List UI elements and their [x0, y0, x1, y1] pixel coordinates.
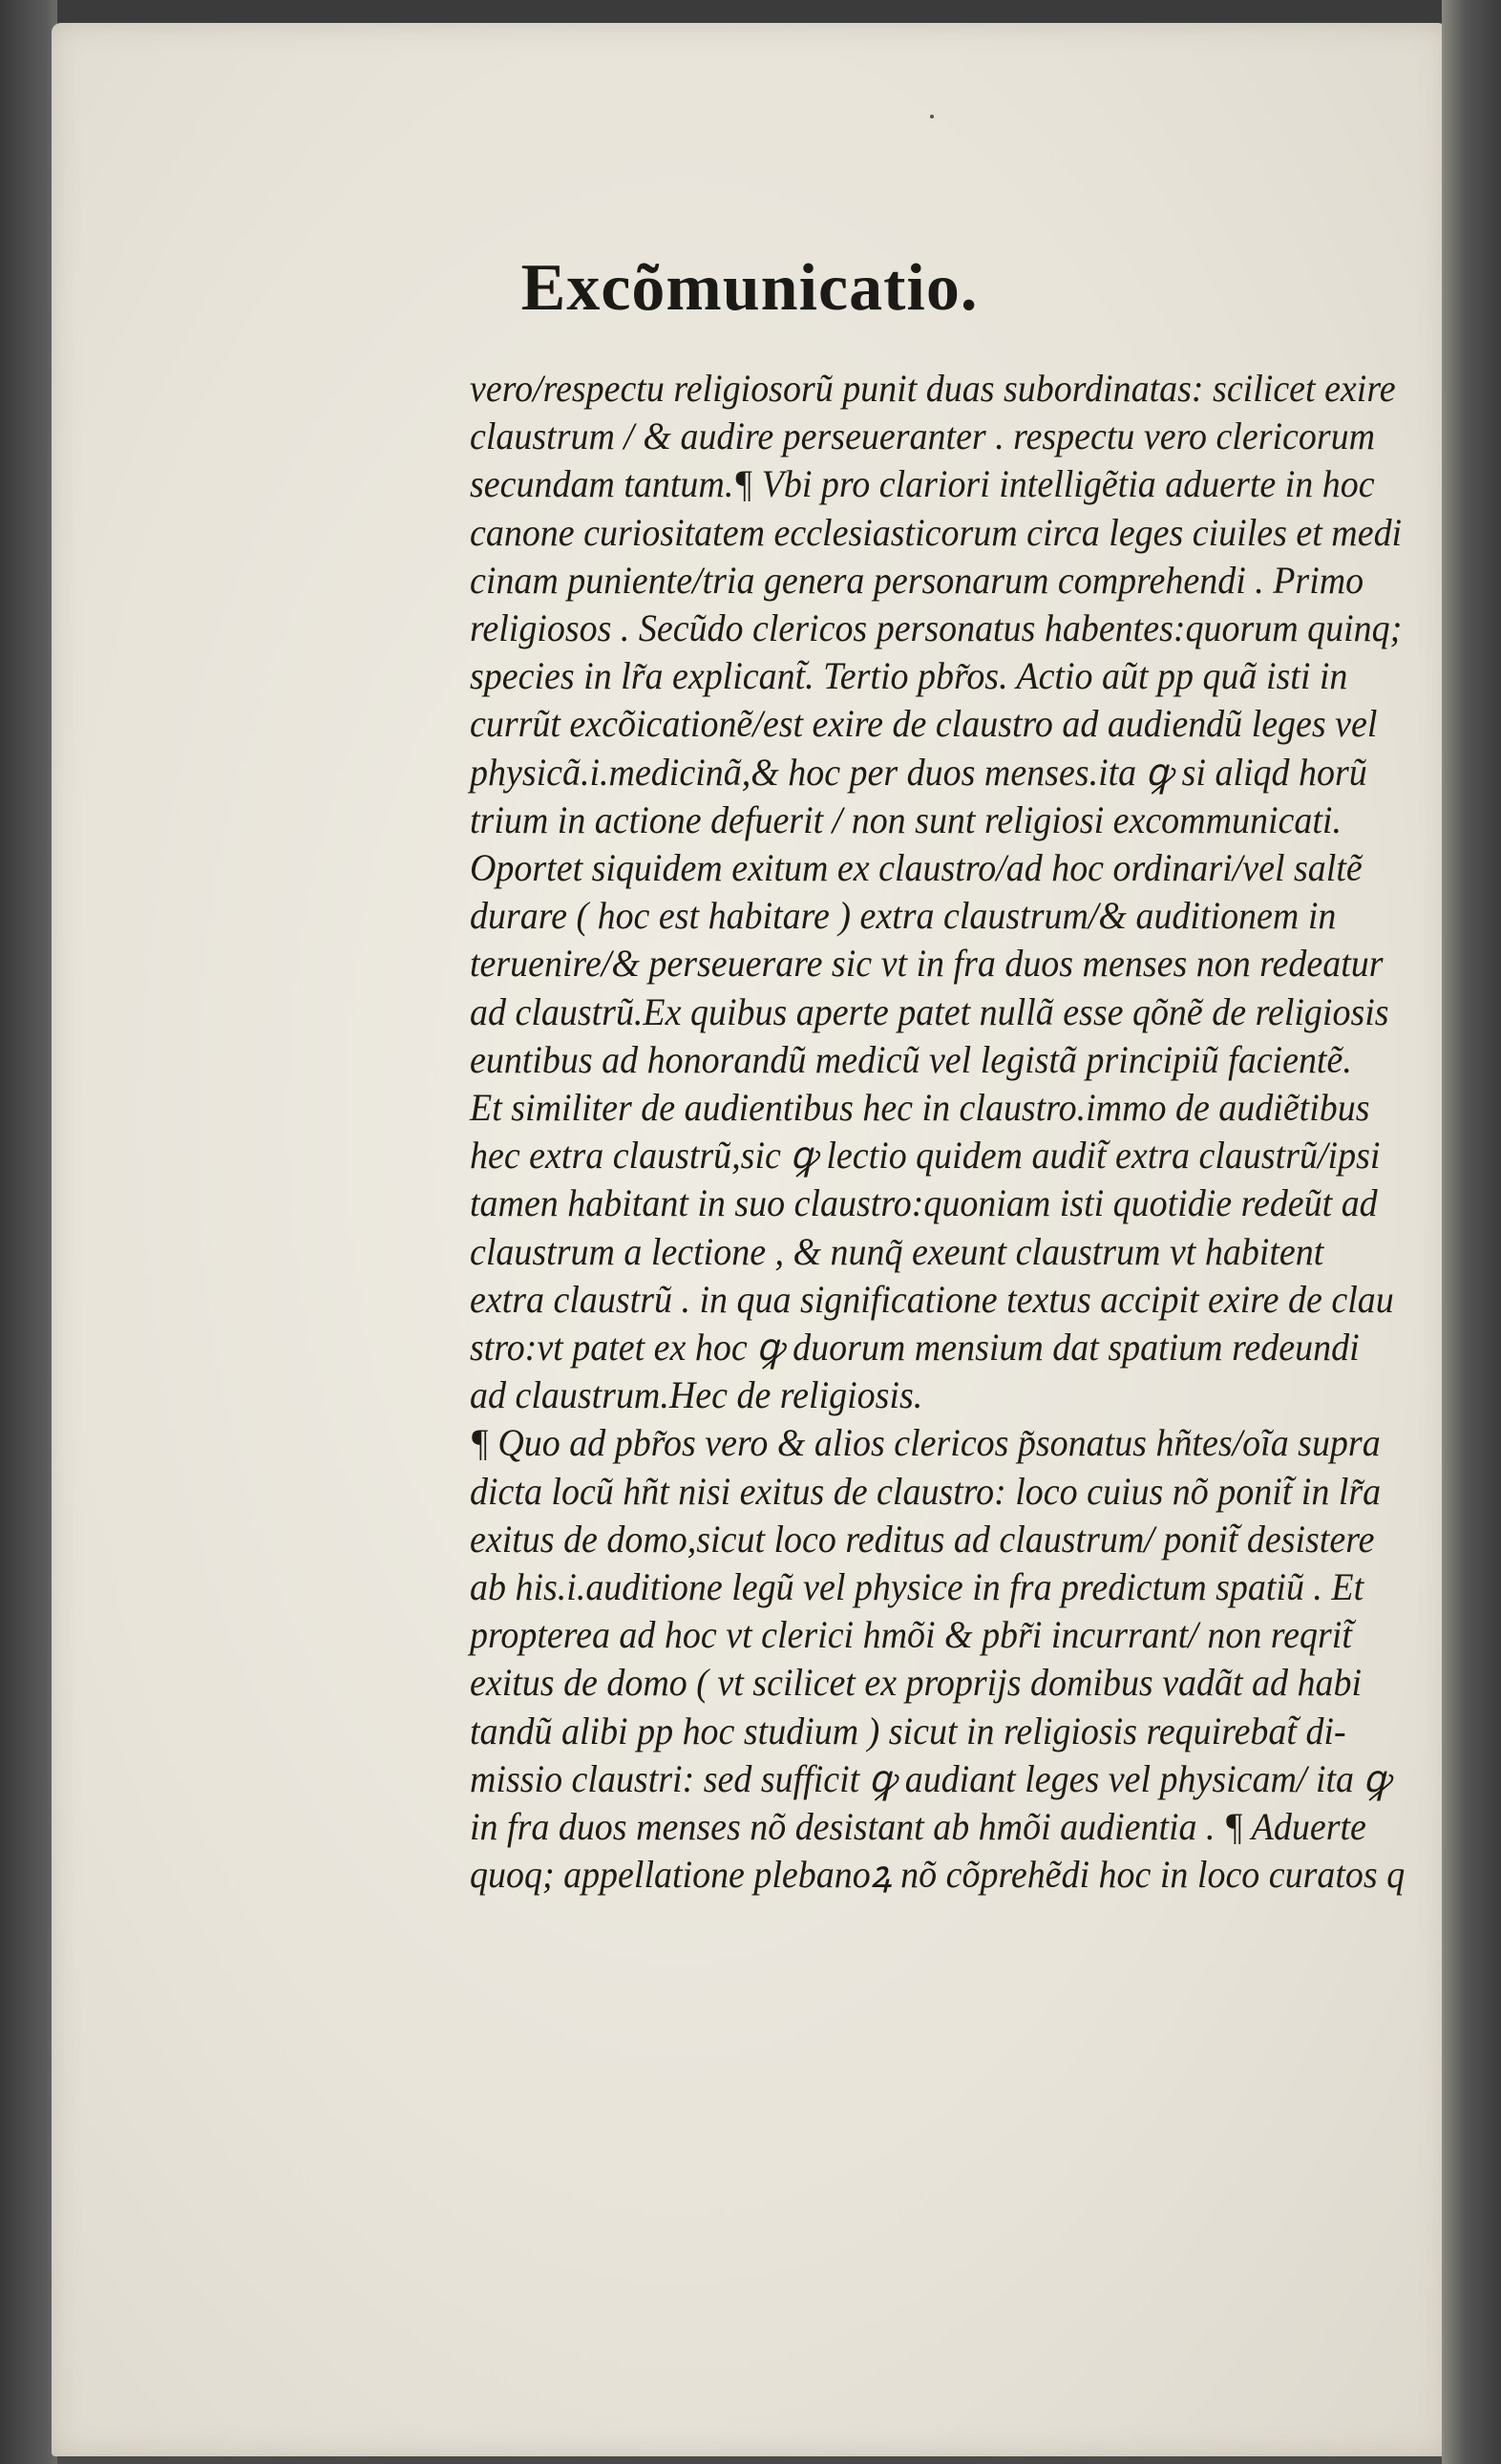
- text-line: in fra duos menses nõ desistant ab hmõi audientia . ¶ Aduerte: [470, 1805, 1366, 1849]
- text-line: exitus de domo ( vt scilicet ex proprijs domibus vadãt ad habi: [470, 1661, 1363, 1705]
- body-text: [470, 365, 1501, 1900]
- text-line: exitus de domo,sicut loco reditus ad claustrum/ ponit̃ desistere: [470, 1517, 1375, 1561]
- scan-background-left: [0, 0, 57, 2464]
- text-line: ad claustrum.Hec de religiosis.: [470, 1373, 923, 1417]
- text-line: Oportet siquidem exitum ex claustro/ad hoc ordinari/vel saltẽ: [470, 846, 1363, 890]
- text-line: dicta locũ hñt nisi exitus de claustro: loco cuius nõ ponit̃ in lr̃a: [470, 1469, 1382, 1513]
- text-line: claustrum / & audire perseueranter . respectu vero clericorum: [470, 414, 1376, 458]
- text-line: missio claustri: sed sufficit ꝙ audiant leges vel physicam/ ita ꝙ: [470, 1756, 1391, 1800]
- text-line: secundam tantum.¶ Vbi pro clariori intelligẽtia aduerte in hoc: [470, 462, 1375, 506]
- text-line: trium in actione defuerit / non sunt religiosi excommunicati.: [470, 797, 1342, 841]
- text-line: propterea ad hoc vt clerici hmõi & pbr̃i incurrant/ non reqrit̃: [470, 1613, 1352, 1657]
- text-line: claustrum a lectione , & nunq̃ exeunt claustrum vt habitent: [470, 1229, 1324, 1273]
- text-line: ab his.i.auditione legũ vel physice in fra predictum spatiũ . Et: [470, 1565, 1364, 1609]
- page-speck: [930, 115, 934, 118]
- text-line: hec extra claustrũ,sic ꝙ lectio quidem audit̃ extra claustrũ/ipsi: [470, 1134, 1381, 1178]
- text-line: canone curiositatem ecclesiasticorum circa leges ciuiles et medi: [470, 510, 1403, 554]
- text-line: currũt excõicationẽ/est exire de claustro ad audiendũ leges vel: [470, 702, 1378, 746]
- text-line: euntibus ad honorandũ medicũ vel legistã principiũ facientẽ.: [470, 1037, 1352, 1081]
- text-line: ¶ Quo ad pbr̃os vero & alios clericos p̃sonatus hñtes/oĩa supra: [470, 1421, 1381, 1465]
- text-line: physicã.i.medicinã,& hoc per duos menses.ita ꝙ si aliqd horũ: [470, 750, 1367, 794]
- scan-background-right: [1442, 0, 1501, 2464]
- text-line: species in lr̃a explicant̃. Tertio pbr̃os. Actio aũt pp quã isti in: [470, 654, 1348, 698]
- text-line: extra claustrũ . in qua significatione textus accipit exire de clau: [470, 1277, 1394, 1321]
- text-line: stro:vt patet ex hoc ꝙ duorum mensium dat spatium redeundi: [470, 1326, 1360, 1370]
- running-header: Excõmunicatio.: [520, 251, 979, 325]
- text-line: religiosos . Secũdo clericos personatus habentes:quorum quinq;: [470, 606, 1403, 650]
- text-line: ad claustrũ.Ex quibus aperte patet nullã esse qõnẽ de religiosis: [470, 989, 1389, 1033]
- text-line: quoq; appellatione plebanoꝝ nõ cõprehẽdi hoc in loco curatos q: [470, 1853, 1406, 1897]
- text-line: cinam puniente/tria genera personarum comprehendi . Primo: [470, 558, 1364, 602]
- text-line: durare ( hoc est habitare ) extra claustrum/& auditionem in: [470, 894, 1337, 938]
- text-line: tamen habitant in suo claustro:quoniam isti quotidie redeũt ad: [470, 1181, 1378, 1225]
- book-page: [52, 23, 1448, 2456]
- text-line: tandũ alibi pp hoc studium ) sicut in religiosis requirebat̃ di-: [470, 1709, 1346, 1752]
- text-line: teruenire/& perseuerare sic vt in fra duos menses non redeatur: [470, 942, 1384, 986]
- text-line: Et similiter de audientibus hec in claustro.immo de audiẽtibus: [470, 1086, 1370, 1130]
- text-line: vero/respectu religiosorũ punit duas subordinatas: scilicet exire: [470, 367, 1396, 410]
